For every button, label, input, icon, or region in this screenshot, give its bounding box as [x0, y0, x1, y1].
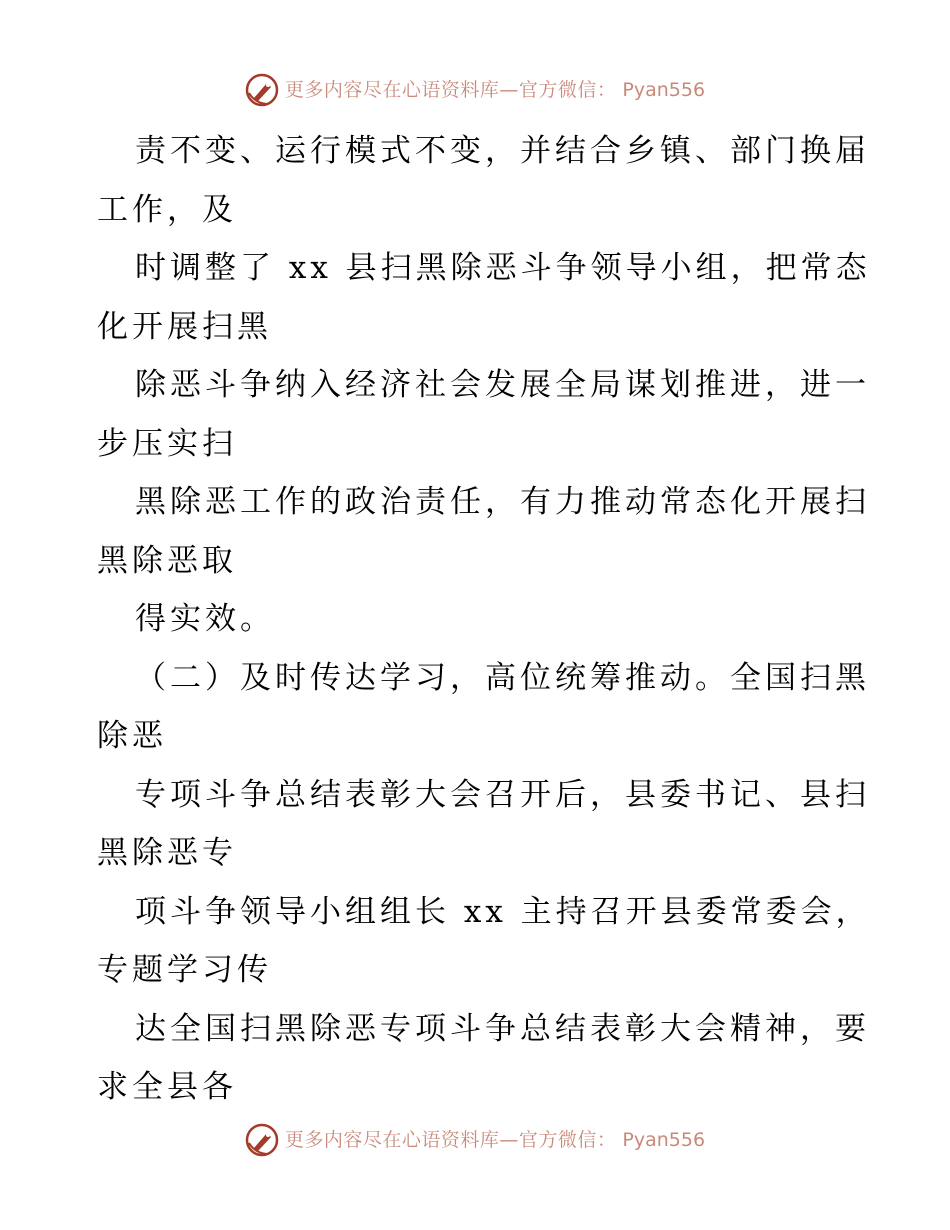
pen-nib-logo-icon — [245, 1123, 279, 1157]
text-line: 责不变、运行模式不变，并结合乡镇、部门换届 — [135, 133, 870, 169]
header-watermark — [0, 70, 950, 110]
watermark-handle: Pyan556 — [622, 1128, 706, 1151]
text-line: 除恶斗争纳入经济社会发展全局谋划推进，进一 — [135, 367, 870, 403]
watermark-text: 更多内容尽在心语资料库—官方微信： — [284, 78, 617, 101]
watermark-text: 更多内容尽在心语资料库—官方微信： — [284, 1128, 617, 1151]
document-body — [97, 122, 871, 1117]
text-line: 黑除恶取 — [97, 542, 237, 579]
text-line: 步压实扫 — [97, 425, 237, 462]
text-line: 专项斗争总结表彰大会召开后，县委书记、县扫 — [135, 776, 870, 813]
text-line: 化开展扫黑 — [97, 308, 272, 345]
text-line: 专题学习传 — [97, 952, 272, 988]
text-line: 项斗争领导小组组长 xx 主持召开县委常委会， — [135, 893, 871, 930]
text-line: 达全国扫黑除恶专项斗争总结表彰大会精神，要 — [135, 1010, 870, 1047]
text-line: 求全县各 — [97, 1069, 237, 1105]
text-line: 时调整了 xx 县扫黑除恶斗争领导小组，把常态 — [135, 250, 871, 286]
footer-watermark — [0, 1120, 950, 1160]
text-line: 除恶 — [97, 718, 167, 754]
text-line: 得实效。 — [135, 601, 275, 637]
pen-nib-logo-icon — [245, 73, 279, 107]
watermark-handle: Pyan556 — [622, 78, 706, 101]
text-line: 黑除恶专 — [97, 835, 237, 871]
text-line: （二）及时传达学习，高位统筹推动。全国扫黑 — [135, 659, 870, 696]
text-line: 黑除恶工作的政治责任，有力推动常态化开展扫 — [135, 484, 870, 520]
text-line: 工作，及 — [97, 191, 237, 228]
